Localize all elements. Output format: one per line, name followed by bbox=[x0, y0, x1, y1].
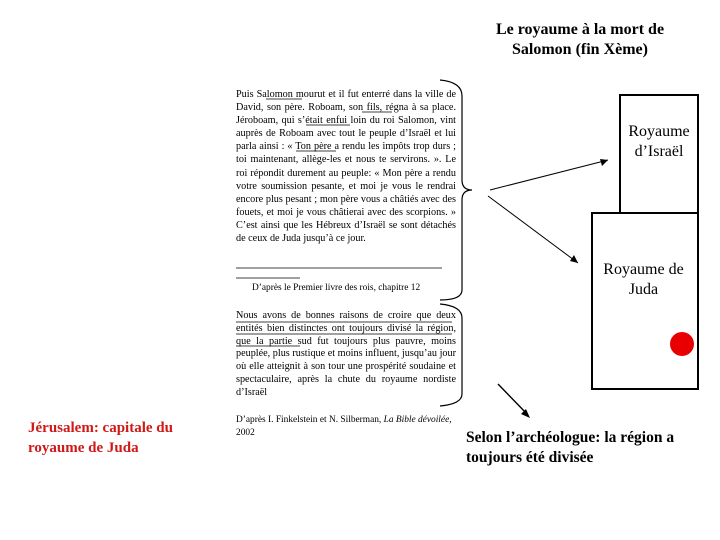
arrow-israel bbox=[490, 160, 608, 190]
archeology-source-suffix: , 2002 bbox=[236, 415, 452, 438]
juda-label: Royaume de Juda bbox=[603, 261, 684, 298]
arrow-juda-head bbox=[570, 255, 578, 263]
archeology-caption: Selon l’archéologue: la région a toujours été divisée bbox=[466, 429, 675, 466]
archeology-source bbox=[236, 414, 456, 439]
jerusalem-marker-icon bbox=[670, 332, 694, 356]
jerusalem-caption: Jérusalem: capitale du royaume de Juda bbox=[28, 420, 173, 456]
archeology-source-book: La Bible dévoilée bbox=[383, 415, 450, 425]
map-juda-region bbox=[591, 212, 699, 390]
arrow-israel-head bbox=[600, 159, 608, 166]
arrow-archeology-head bbox=[521, 409, 530, 418]
bible-source: D’après le Premier livre des rois, chapitre 12 bbox=[252, 283, 421, 293]
arrow-archeology bbox=[498, 384, 528, 415]
page-title: Le royaume à la mort de Salomon (fin Xème) bbox=[495, 21, 665, 58]
arrow-juda bbox=[488, 196, 578, 263]
archeology-source-prefix: D’après I. Finkelstein et N. Silberman, bbox=[236, 415, 384, 425]
archeology-passage: Nous avons de bonnes raisons de croire que deux entités bien distinctes ont toujours divisé la région, que la partie sud fut toujours plus pauvre, moins peuplée, plus rustique et moins influent, jusqu’au jour où elle atteignit à son tour une prospérité soudaine et spectaculaire, après la chute du royaume nordiste d’Israël bbox=[236, 310, 456, 398]
bible-passage: Puis Salomon mourut et il fut enterré dans la ville de David, son père. Roboam, son fils, régna à sa place. Jéroboam, qui s’était enfui loin du roi Salomon, vint auprès de Roboam avec tout le peuple d’Israël et lui parla ainsi : « Ton père a rendu les impôts trop durs ; toi maintenant, allège-les et nous te servirons. ». Le roi répondit durement au peuple: « Mon père a rendu votre soumission pesante, et moi je vous le rendrai encore plus pesant ; mon père vous a châtiés avec des fouets, et moi je vous châtierai avec des scorpions. » C’est ainsi que les Hébreux d’Israël se sont détachés de ceux de Juda jusqu’à ce jour. bbox=[236, 89, 456, 245]
israel-label: Royaume d’Israël bbox=[628, 123, 690, 160]
